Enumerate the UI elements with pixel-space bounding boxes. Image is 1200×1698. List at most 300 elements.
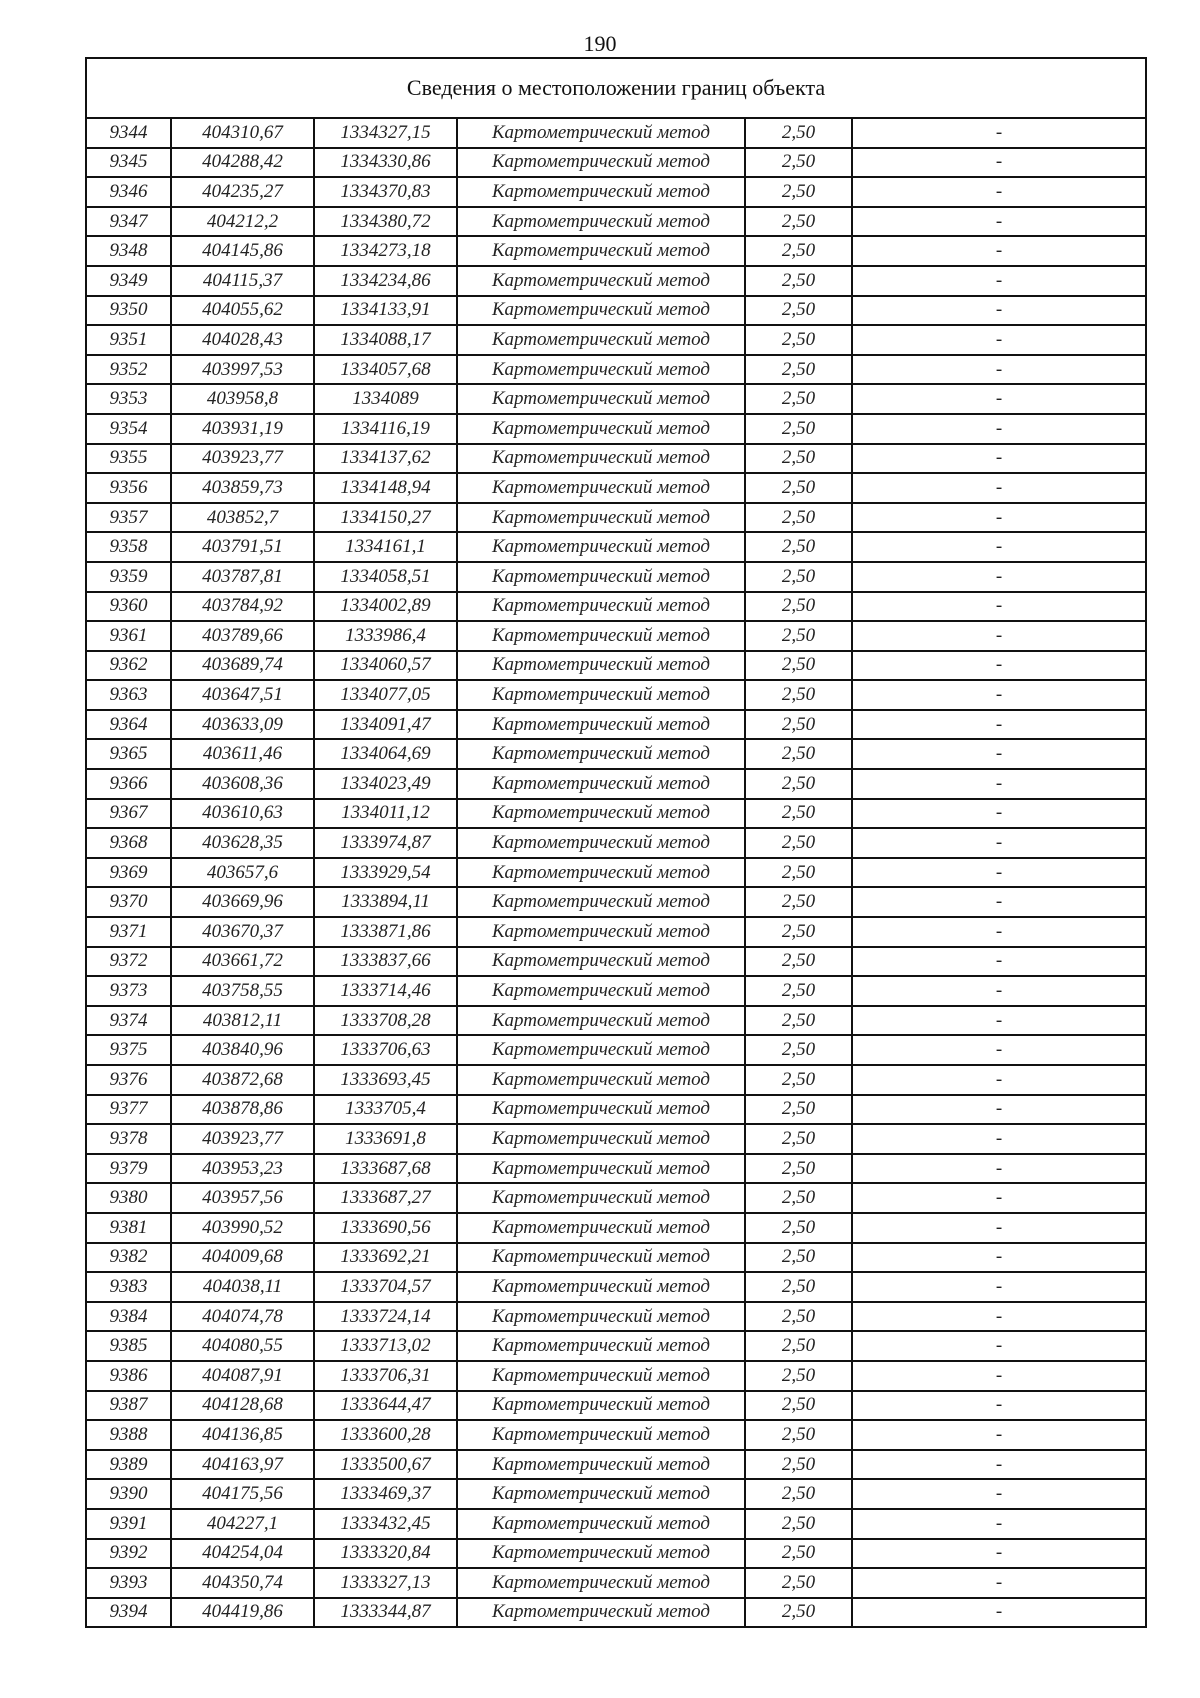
y-coordinate-cell: 1333894,11 [314,887,457,917]
y-coordinate-cell: 1333708,28 [314,1006,457,1036]
method-cell: Картометрический метод [457,1243,745,1273]
accuracy-cell: 2,50 [745,532,852,562]
page-number: 190 [583,31,617,56]
description-cell: - [852,592,1146,622]
accuracy-cell: 2,50 [745,355,852,385]
method-cell: Картометрический метод [457,207,745,237]
method-cell: Картометрический метод [457,1539,745,1569]
x-coordinate-cell: 404227,1 [171,1509,314,1539]
y-coordinate-cell: 1334091,47 [314,710,457,740]
description-cell: - [852,651,1146,681]
point-number-cell: 9388 [86,1420,171,1450]
accuracy-cell: 2,50 [745,414,852,444]
description-cell: - [852,1154,1146,1184]
description-cell: - [852,1331,1146,1361]
description-cell: - [852,1065,1146,1095]
x-coordinate-cell: 404145,86 [171,236,314,266]
y-coordinate-cell: 1334133,91 [314,296,457,326]
table-row [86,1539,1146,1569]
method-cell: Картометрический метод [457,266,745,296]
x-coordinate-cell: 403647,51 [171,680,314,710]
table-row [86,444,1146,474]
table-row [86,710,1146,740]
table-row [86,148,1146,178]
table-row [86,503,1146,533]
accuracy-cell: 2,50 [745,503,852,533]
description-cell: - [852,148,1146,178]
method-cell: Картометрический метод [457,1124,745,1154]
point-number-cell: 9345 [86,148,171,178]
accuracy-cell: 2,50 [745,651,852,681]
description-cell: - [852,739,1146,769]
method-cell: Картометрический метод [457,1450,745,1480]
point-number-cell: 9363 [86,680,171,710]
description-cell: - [852,1361,1146,1391]
y-coordinate-cell: 1333320,84 [314,1539,457,1569]
x-coordinate-cell: 403923,77 [171,1124,314,1154]
point-number-cell: 9394 [86,1598,171,1628]
y-coordinate-cell: 1333644,47 [314,1391,457,1421]
table-row [86,207,1146,237]
method-cell: Картометрический метод [457,1479,745,1509]
x-coordinate-cell: 403997,53 [171,355,314,385]
y-coordinate-cell: 1333837,66 [314,947,457,977]
y-coordinate-cell: 1333706,31 [314,1361,457,1391]
point-number-cell: 9351 [86,325,171,355]
x-coordinate-cell: 404128,68 [171,1391,314,1421]
description-cell: - [852,473,1146,503]
point-number-cell: 9362 [86,651,171,681]
table-row [86,236,1146,266]
description-cell: - [852,236,1146,266]
table-row [86,1450,1146,1480]
method-cell: Картометрический метод [457,1361,745,1391]
method-cell: Картометрический метод [457,651,745,681]
y-coordinate-cell: 1334380,72 [314,207,457,237]
point-number-cell: 9381 [86,1213,171,1243]
accuracy-cell: 2,50 [745,739,852,769]
x-coordinate-cell: 403610,63 [171,799,314,829]
boundary-table [85,57,1147,1628]
method-cell: Картометрический метод [457,473,745,503]
accuracy-cell: 2,50 [745,769,852,799]
accuracy-cell: 2,50 [745,680,852,710]
point-number-cell: 9374 [86,1006,171,1036]
method-cell: Картометрический метод [457,769,745,799]
y-coordinate-cell: 1333687,68 [314,1154,457,1184]
table-row [86,1568,1146,1598]
method-cell: Картометрический метод [457,1420,745,1450]
method-cell: Картометрический метод [457,828,745,858]
point-number-cell: 9350 [86,296,171,326]
point-number-cell: 9372 [86,947,171,977]
table-row [86,976,1146,1006]
accuracy-cell: 2,50 [745,1361,852,1391]
accuracy-cell: 2,50 [745,118,852,148]
table-row [86,651,1146,681]
description-cell: - [852,266,1146,296]
description-cell: - [852,562,1146,592]
x-coordinate-cell: 404074,78 [171,1302,314,1332]
description-cell: - [852,1243,1146,1273]
method-cell: Картометрический метод [457,1598,745,1628]
y-coordinate-cell: 1334089 [314,384,457,414]
point-number-cell: 9371 [86,917,171,947]
table-row [86,621,1146,651]
point-number-cell: 9359 [86,562,171,592]
x-coordinate-cell: 403787,81 [171,562,314,592]
accuracy-cell: 2,50 [745,592,852,622]
accuracy-cell: 2,50 [745,148,852,178]
table-row [86,1331,1146,1361]
point-number-cell: 9358 [86,532,171,562]
x-coordinate-cell: 404136,85 [171,1420,314,1450]
method-cell: Картометрический метод [457,799,745,829]
y-coordinate-cell: 1333690,56 [314,1213,457,1243]
description-cell: - [852,503,1146,533]
description-cell: - [852,769,1146,799]
method-cell: Картометрический метод [457,236,745,266]
x-coordinate-cell: 403852,7 [171,503,314,533]
table-row [86,118,1146,148]
y-coordinate-cell: 1333692,21 [314,1243,457,1273]
method-cell: Картометрический метод [457,739,745,769]
y-coordinate-cell: 1334023,49 [314,769,457,799]
accuracy-cell: 2,50 [745,1272,852,1302]
x-coordinate-cell: 403789,66 [171,621,314,651]
point-number-cell: 9376 [86,1065,171,1095]
method-cell: Картометрический метод [457,325,745,355]
x-coordinate-cell: 403669,96 [171,887,314,917]
y-coordinate-cell: 1334002,89 [314,592,457,622]
description-cell: - [852,1006,1146,1036]
description-cell: - [852,1035,1146,1065]
method-cell: Картометрический метод [457,355,745,385]
accuracy-cell: 2,50 [745,1420,852,1450]
table-row [86,1095,1146,1125]
x-coordinate-cell: 404115,37 [171,266,314,296]
method-cell: Картометрический метод [457,1509,745,1539]
table-row [86,592,1146,622]
x-coordinate-cell: 403957,56 [171,1183,314,1213]
y-coordinate-cell: 1333704,57 [314,1272,457,1302]
description-cell: - [852,444,1146,474]
table-row [86,828,1146,858]
table-row [86,769,1146,799]
accuracy-cell: 2,50 [745,947,852,977]
y-coordinate-cell: 1334088,17 [314,325,457,355]
description-cell: - [852,414,1146,444]
accuracy-cell: 2,50 [745,1302,852,1332]
table-row [86,1183,1146,1213]
y-coordinate-cell: 1334273,18 [314,236,457,266]
point-number-cell: 9377 [86,1095,171,1125]
table-row [86,1509,1146,1539]
y-coordinate-cell: 1334150,27 [314,503,457,533]
point-number-cell: 9360 [86,592,171,622]
accuracy-cell: 2,50 [745,828,852,858]
method-cell: Картометрический метод [457,1213,745,1243]
method-cell: Картометрический метод [457,1302,745,1332]
point-number-cell: 9369 [86,858,171,888]
table-row [86,1361,1146,1391]
boundary-table-container [85,57,1145,1628]
method-cell: Картометрический метод [457,414,745,444]
accuracy-cell: 2,50 [745,384,852,414]
description-cell: - [852,1479,1146,1509]
x-coordinate-cell: 403958,8 [171,384,314,414]
table-row [86,1272,1146,1302]
y-coordinate-cell: 1333344,87 [314,1598,457,1628]
y-coordinate-cell: 1334148,94 [314,473,457,503]
description-cell: - [852,207,1146,237]
x-coordinate-cell: 403931,19 [171,414,314,444]
accuracy-cell: 2,50 [745,1183,852,1213]
x-coordinate-cell: 403670,37 [171,917,314,947]
x-coordinate-cell: 404080,55 [171,1331,314,1361]
accuracy-cell: 2,50 [745,1568,852,1598]
x-coordinate-cell: 404212,2 [171,207,314,237]
y-coordinate-cell: 1333705,4 [314,1095,457,1125]
method-cell: Картометрический метод [457,976,745,1006]
y-coordinate-cell: 1333469,37 [314,1479,457,1509]
method-cell: Картометрический метод [457,177,745,207]
method-cell: Картометрический метод [457,1331,745,1361]
accuracy-cell: 2,50 [745,177,852,207]
table-row [86,177,1146,207]
accuracy-cell: 2,50 [745,917,852,947]
accuracy-cell: 2,50 [745,1450,852,1480]
y-coordinate-cell: 1334064,69 [314,739,457,769]
point-number-cell: 9378 [86,1124,171,1154]
table-row [86,680,1146,710]
point-number-cell: 9380 [86,1183,171,1213]
table-row [86,1243,1146,1273]
table-row [86,414,1146,444]
table-row [86,1391,1146,1421]
table-row [86,799,1146,829]
table-row [86,473,1146,503]
accuracy-cell: 2,50 [745,1006,852,1036]
accuracy-cell: 2,50 [745,1124,852,1154]
method-cell: Картометрический метод [457,710,745,740]
description-cell: - [852,532,1146,562]
accuracy-cell: 2,50 [745,1479,852,1509]
y-coordinate-cell: 1334370,83 [314,177,457,207]
x-coordinate-cell: 404350,74 [171,1568,314,1598]
x-coordinate-cell: 403953,23 [171,1154,314,1184]
x-coordinate-cell: 403872,68 [171,1065,314,1095]
x-coordinate-cell: 404163,97 [171,1450,314,1480]
x-coordinate-cell: 404055,62 [171,296,314,326]
x-coordinate-cell: 403990,52 [171,1213,314,1243]
x-coordinate-cell: 404310,67 [171,118,314,148]
point-number-cell: 9355 [86,444,171,474]
accuracy-cell: 2,50 [745,266,852,296]
table-row [86,1302,1146,1332]
y-coordinate-cell: 1334234,86 [314,266,457,296]
description-cell: - [852,887,1146,917]
x-coordinate-cell: 404288,42 [171,148,314,178]
method-cell: Картометрический метод [457,384,745,414]
x-coordinate-cell: 403611,46 [171,739,314,769]
y-coordinate-cell: 1333724,14 [314,1302,457,1332]
description-cell: - [852,1183,1146,1213]
point-number-cell: 9344 [86,118,171,148]
accuracy-cell: 2,50 [745,976,852,1006]
description-cell: - [852,1509,1146,1539]
y-coordinate-cell: 1333713,02 [314,1331,457,1361]
point-number-cell: 9391 [86,1509,171,1539]
table-title-row [86,58,1146,118]
y-coordinate-cell: 1333600,28 [314,1420,457,1450]
y-coordinate-cell: 1334077,05 [314,680,457,710]
accuracy-cell: 2,50 [745,1065,852,1095]
table-row [86,1154,1146,1184]
description-cell: - [852,1095,1146,1125]
table-row [86,917,1146,947]
y-coordinate-cell: 1333974,87 [314,828,457,858]
method-cell: Картометрический метод [457,1183,745,1213]
x-coordinate-cell: 403758,55 [171,976,314,1006]
description-cell: - [852,1213,1146,1243]
method-cell: Картометрический метод [457,947,745,977]
table-body [86,58,1146,1627]
point-number-cell: 9352 [86,355,171,385]
table-row [86,562,1146,592]
y-coordinate-cell: 1333706,63 [314,1035,457,1065]
accuracy-cell: 2,50 [745,799,852,829]
x-coordinate-cell: 404235,27 [171,177,314,207]
x-coordinate-cell: 403661,72 [171,947,314,977]
point-number-cell: 9387 [86,1391,171,1421]
description-cell: - [852,828,1146,858]
y-coordinate-cell: 1334058,51 [314,562,457,592]
accuracy-cell: 2,50 [745,1598,852,1628]
y-coordinate-cell: 1333432,45 [314,1509,457,1539]
x-coordinate-cell: 403689,74 [171,651,314,681]
x-coordinate-cell: 403784,92 [171,592,314,622]
point-number-cell: 9365 [86,739,171,769]
x-coordinate-cell: 404087,91 [171,1361,314,1391]
point-number-cell: 9389 [86,1450,171,1480]
accuracy-cell: 2,50 [745,710,852,740]
accuracy-cell: 2,50 [745,325,852,355]
point-number-cell: 9390 [86,1479,171,1509]
method-cell: Картометрический метод [457,592,745,622]
y-coordinate-cell: 1333500,67 [314,1450,457,1480]
table-row [86,384,1146,414]
y-coordinate-cell: 1333691,8 [314,1124,457,1154]
accuracy-cell: 2,50 [745,1213,852,1243]
description-cell: - [852,976,1146,1006]
point-number-cell: 9349 [86,266,171,296]
y-coordinate-cell: 1334327,15 [314,118,457,148]
point-number-cell: 9379 [86,1154,171,1184]
table-row [86,266,1146,296]
y-coordinate-cell: 1334060,57 [314,651,457,681]
x-coordinate-cell: 403628,35 [171,828,314,858]
description-cell: - [852,355,1146,385]
y-coordinate-cell: 1333929,54 [314,858,457,888]
y-coordinate-cell: 1334161,1 [314,532,457,562]
x-coordinate-cell: 403923,77 [171,444,314,474]
point-number-cell: 9385 [86,1331,171,1361]
y-coordinate-cell: 1333986,4 [314,621,457,651]
method-cell: Картометрический метод [457,917,745,947]
point-number-cell: 9366 [86,769,171,799]
x-coordinate-cell: 404028,43 [171,325,314,355]
method-cell: Картометрический метод [457,562,745,592]
x-coordinate-cell: 403791,51 [171,532,314,562]
y-coordinate-cell: 1334011,12 [314,799,457,829]
accuracy-cell: 2,50 [745,473,852,503]
method-cell: Картометрический метод [457,1154,745,1184]
description-cell: - [852,680,1146,710]
point-number-cell: 9392 [86,1539,171,1569]
method-cell: Картометрический метод [457,1006,745,1036]
description-cell: - [852,1391,1146,1421]
point-number-cell: 9383 [86,1272,171,1302]
y-coordinate-cell: 1333693,45 [314,1065,457,1095]
table-row [86,887,1146,917]
accuracy-cell: 2,50 [745,1391,852,1421]
description-cell: - [852,1272,1146,1302]
table-row [86,947,1146,977]
description-cell: - [852,384,1146,414]
accuracy-cell: 2,50 [745,887,852,917]
accuracy-cell: 2,50 [745,296,852,326]
x-coordinate-cell: 403878,86 [171,1095,314,1125]
point-number-cell: 9386 [86,1361,171,1391]
y-coordinate-cell: 1333327,13 [314,1568,457,1598]
description-cell: - [852,1450,1146,1480]
point-number-cell: 9367 [86,799,171,829]
point-number-cell: 9375 [86,1035,171,1065]
point-number-cell: 9361 [86,621,171,651]
table-row [86,1006,1146,1036]
description-cell: - [852,947,1146,977]
accuracy-cell: 2,50 [745,562,852,592]
point-number-cell: 9382 [86,1243,171,1273]
x-coordinate-cell: 403633,09 [171,710,314,740]
x-coordinate-cell: 404254,04 [171,1539,314,1569]
table-row [86,355,1146,385]
point-number-cell: 9356 [86,473,171,503]
accuracy-cell: 2,50 [745,858,852,888]
description-cell: - [852,118,1146,148]
method-cell: Картометрический метод [457,1272,745,1302]
y-coordinate-cell: 1334057,68 [314,355,457,385]
description-cell: - [852,621,1146,651]
table-row [86,1065,1146,1095]
accuracy-cell: 2,50 [745,1331,852,1361]
table-row [86,325,1146,355]
description-cell: - [852,917,1146,947]
point-number-cell: 9368 [86,828,171,858]
accuracy-cell: 2,50 [745,1095,852,1125]
x-coordinate-cell: 404419,86 [171,1598,314,1628]
x-coordinate-cell: 404009,68 [171,1243,314,1273]
accuracy-cell: 2,50 [745,1509,852,1539]
table-row [86,1213,1146,1243]
x-coordinate-cell: 404038,11 [171,1272,314,1302]
table-row [86,1420,1146,1450]
description-cell: - [852,799,1146,829]
accuracy-cell: 2,50 [745,1154,852,1184]
description-cell: - [852,325,1146,355]
method-cell: Картометрический метод [457,444,745,474]
